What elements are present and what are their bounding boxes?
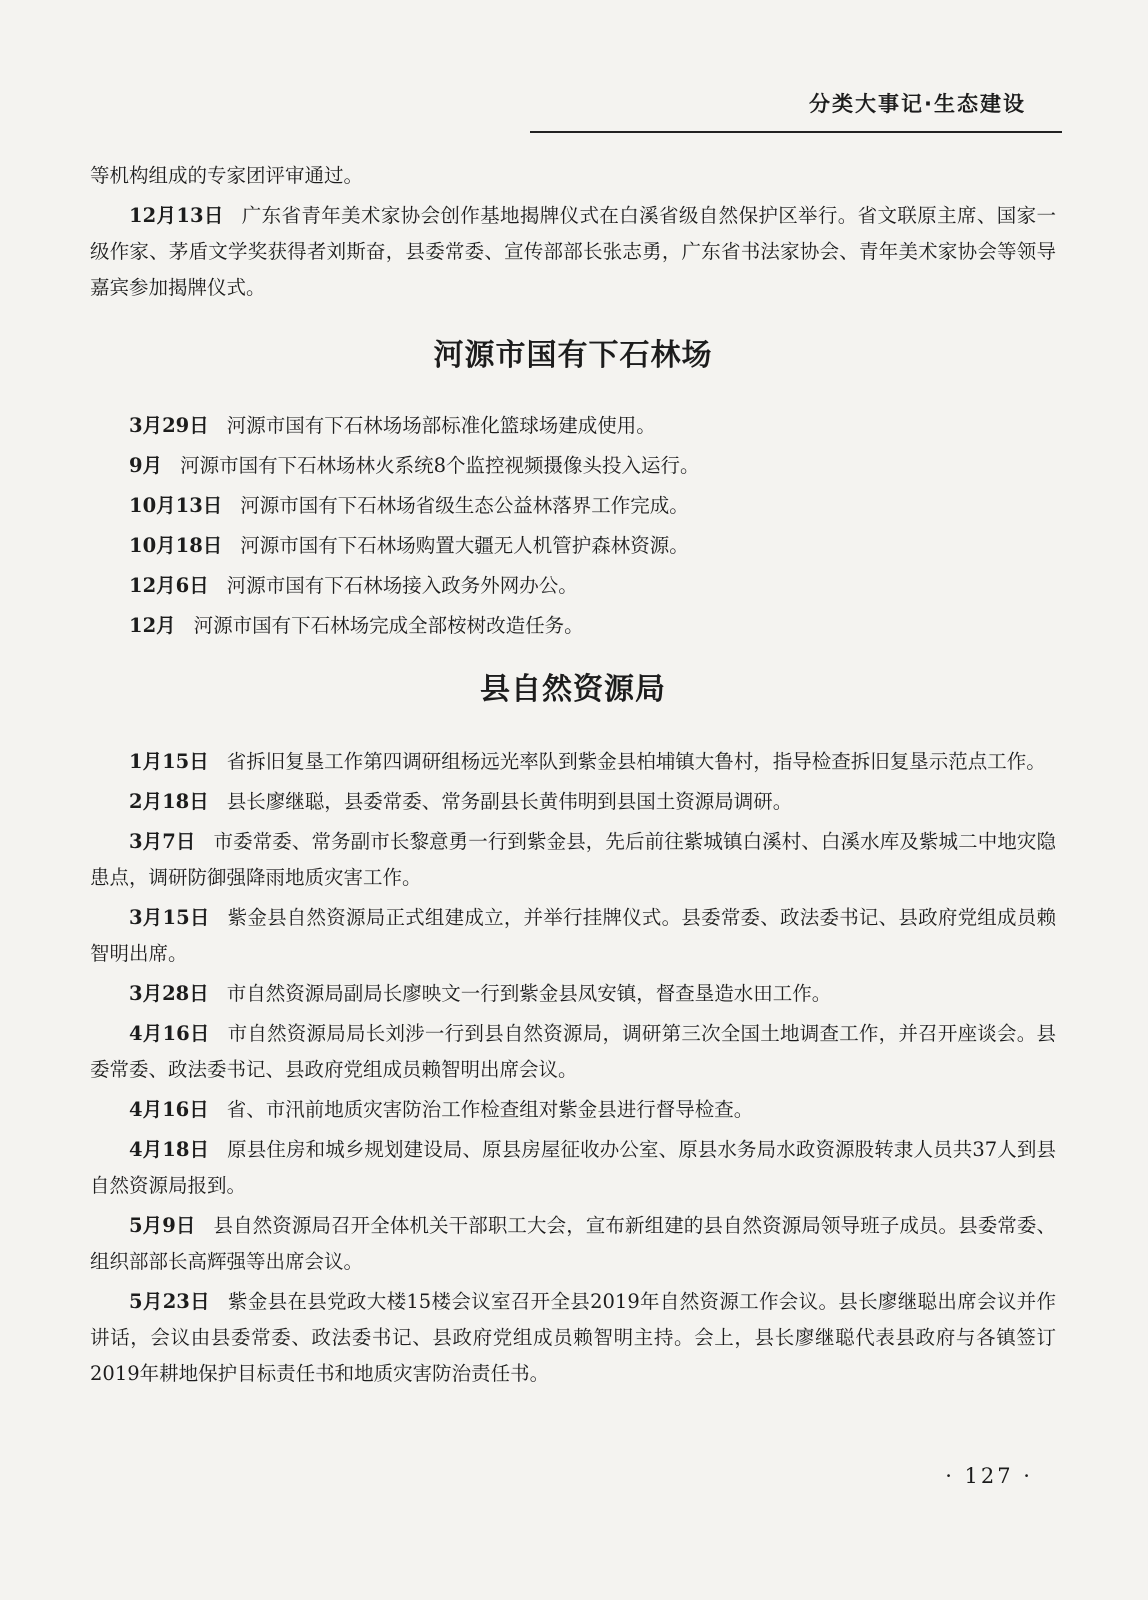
entry-text: 河源市国有下石林场接入政务外网办公。: [226, 574, 578, 597]
entry-date: 3月28日: [129, 982, 209, 1005]
entry-text: 河源市国有下石林场林火系统8个监控视频摄像头投入运行。: [180, 454, 700, 477]
entry-text: 紫金县自然资源局正式组建成立，并举行挂牌仪式。县委常委、政法委书记、县政府党组成员赖智明出席。: [90, 906, 1056, 965]
chronicle-entry: [90, 608, 1056, 644]
chronicle-entry: [90, 784, 1056, 820]
entry-date: 10月13日: [129, 494, 223, 517]
entry-text: 河源市国有下石林场场部标准化篮球场建成使用。: [226, 414, 656, 437]
chronicle-entry: [90, 900, 1056, 972]
chronicle-entry: [90, 1132, 1056, 1204]
entry-text: 原县住房和城乡规划建设局、原县房屋征收办公室、原县水务局水政资源股转隶人员共37人到县自然资源局报到。: [90, 1138, 1056, 1197]
entry-text: 市自然资源局局长刘涉一行到县自然资源局，调研第三次全国土地调查工作，并召开座谈会。县委常委、政法委书记、县政府党组成员赖智明出席会议。: [90, 1022, 1056, 1081]
chronicle-entry: [90, 408, 1056, 444]
entry-date: 4月18日: [129, 1138, 210, 1161]
entry-date: 2月18日: [129, 790, 209, 813]
entry-date: 4月16日: [129, 1022, 210, 1045]
chronicle-entry: [90, 824, 1056, 896]
running-head: 分类大事记·生态建设: [809, 92, 1026, 116]
chronicle-entry: [90, 528, 1056, 564]
entry-date: 10月18日: [129, 534, 223, 557]
header-rule: [530, 131, 1062, 133]
section-forest-farm: [90, 408, 1056, 644]
entry-text: 省、市汛前地质灾害防治工作检查组对紫金县进行督导检查。: [226, 1098, 754, 1121]
page-number: · 127 ·: [945, 1464, 1033, 1488]
chronicle-entry: [90, 568, 1056, 604]
chronicle-entry: [90, 976, 1056, 1012]
entry-date: 12月13日: [129, 204, 224, 227]
entry-text: 河源市国有下石林场省级生态公益林落界工作完成。: [240, 494, 689, 517]
entry-text: 市委常委、常务副市长黎意勇一行到紫金县，先后前往紫城镇白溪村、白溪水库及紫城二中地灾隐患点，调研防御强降雨地质灾害工作。: [90, 830, 1056, 889]
entry-text: 省拆旧复垦工作第四调研组杨远光率队到紫金县柏埔镇大鲁村，指导检查拆旧复垦示范点工作。: [226, 750, 1046, 773]
chronicle-entry: [90, 1208, 1056, 1280]
section-title-natural-resources: 县自然资源局: [480, 672, 666, 707]
page-body: [90, 158, 1056, 1396]
entry-text: 河源市国有下石林场购置大疆无人机管护森林资源。: [240, 534, 689, 557]
chronicle-entry: [90, 1092, 1056, 1128]
entry-date: 3月29日: [129, 414, 209, 437]
chronicle-entry: [90, 1284, 1056, 1392]
entry-date: 12月: [129, 614, 176, 637]
entry-text: 县自然资源局召开全体机关干部职工大会，宣布新组建的县自然资源局领导班子成员。县委常委、组织部部长高辉强等出席会议。: [90, 1214, 1056, 1273]
chronicle-entry: [90, 448, 1056, 484]
entry-text: 广东省青年美术家协会创作基地揭牌仪式在白溪省级自然保护区举行。省文联原主席、国家一级作家、茅盾文学奖获得者刘斯奋，县委常委、宣传部部长张志勇，广东省书法家协会、青年美术家协会等领导嘉宾参加揭牌仪式。: [90, 204, 1056, 299]
entry-date: 9月: [129, 454, 163, 477]
chronicle-entry: [90, 744, 1056, 780]
entry-text: 紫金县在县党政大楼15楼会议室召开全县2019年自然资源工作会议。县长廖继聪出席会议并作讲话，会议由县委常委、政法委书记、县政府党组成员赖智明主持。会上，县长廖继聪代表县政府与各镇签订2019年耕地保护目标责任书和地质灾害防治责任书。: [90, 1290, 1056, 1385]
chronicle-entry: [90, 1016, 1056, 1088]
entry-text: 市自然资源局副局长廖映文一行到紫金县凤安镇，督查垦造水田工作。: [226, 982, 832, 1005]
entry-date: 1月15日: [129, 750, 209, 773]
entry-date: 12月6日: [129, 574, 209, 597]
entry-text: 县长廖继聪，县委常委、常务副县长黄伟明到县国土资源局调研。: [226, 790, 793, 813]
section-title-forest-farm: 河源市国有下石林场: [433, 338, 713, 373]
entry-date: 5月23日: [129, 1290, 210, 1313]
chronicle-entry: [90, 488, 1056, 524]
section-natural-resources: [90, 744, 1056, 1392]
entry-date: 5月9日: [129, 1214, 196, 1237]
chronicle-entry: [90, 198, 1056, 306]
entry-date: 3月7日: [129, 830, 196, 853]
entry-date: 4月16日: [129, 1098, 209, 1121]
entry-text: 河源市国有下石林场完成全部桉树改造任务。: [193, 614, 584, 637]
carryover-paragraph: 等机构组成的专家团评审通过。: [90, 164, 364, 187]
entry-date: 3月15日: [129, 906, 210, 929]
